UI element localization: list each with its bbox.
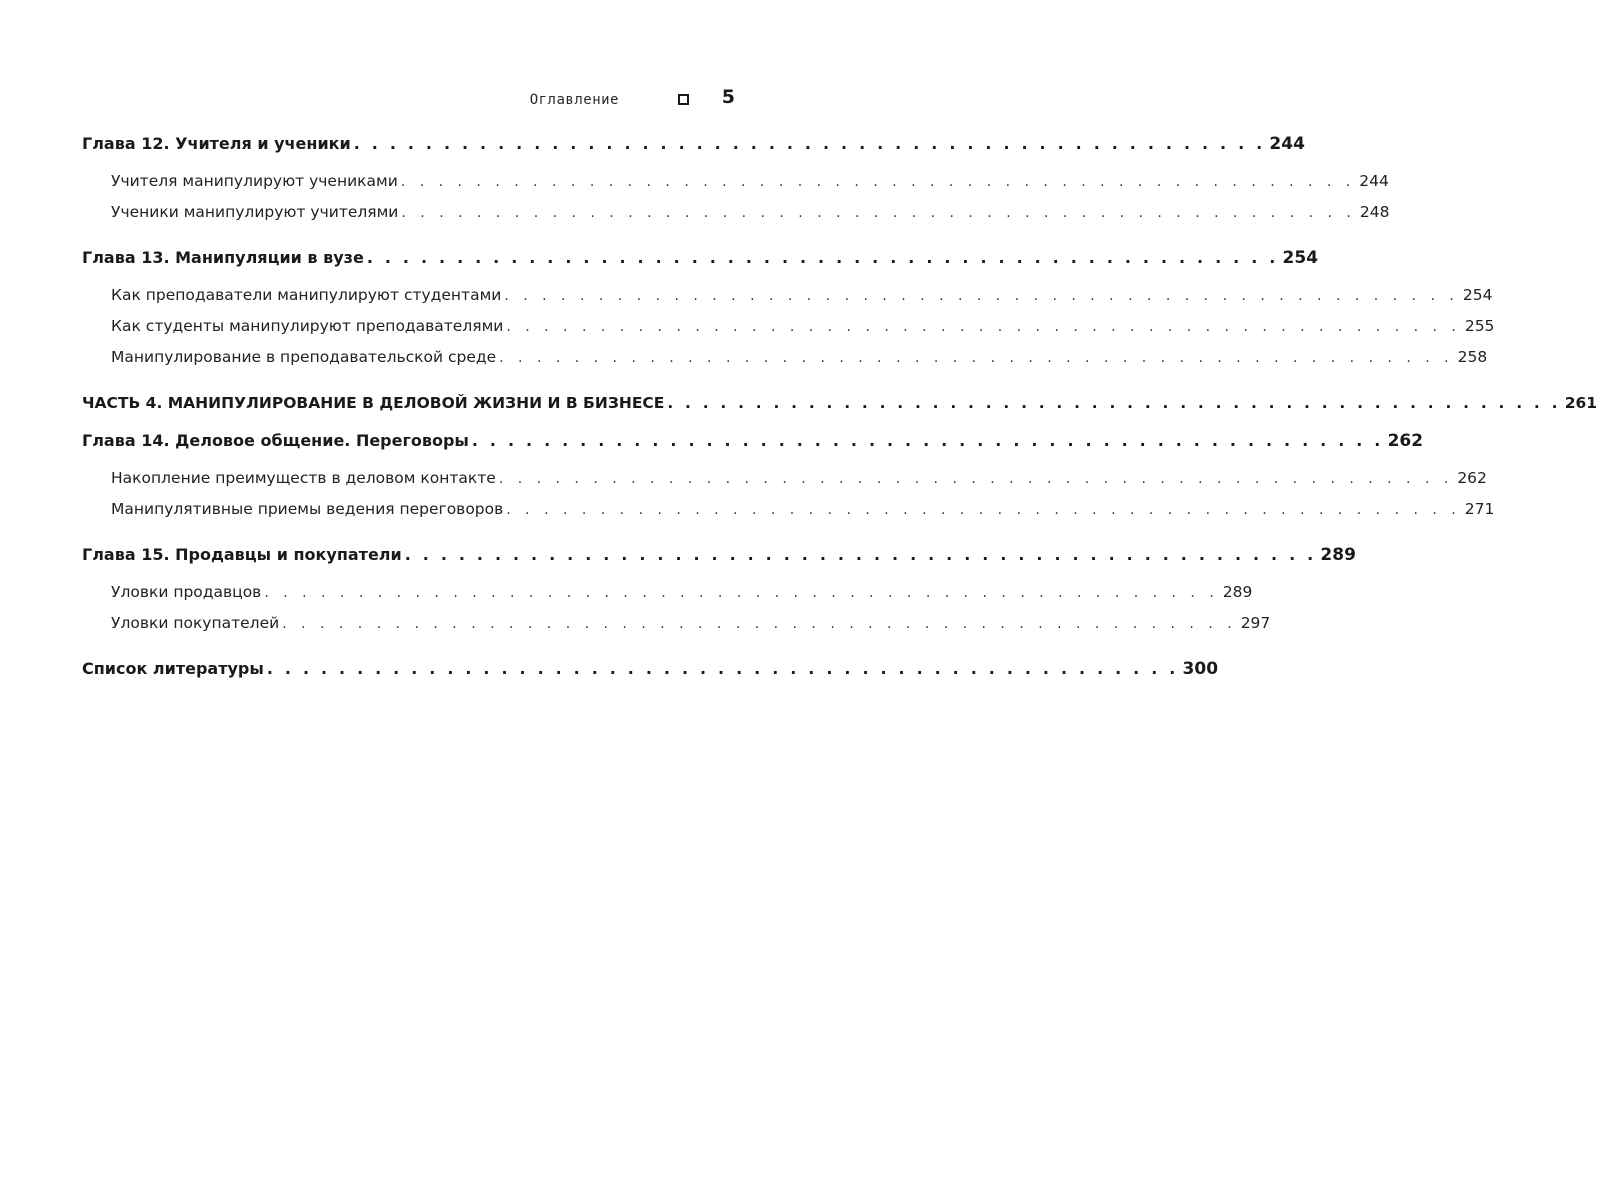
toc-chapter-15[interactable] [82,539,1356,571]
dot-leader: . . . . . . . . . . . . . . . . . . . . . . . . . . . . . . . . . . . . . . . . . . . . . . . . . . . [504,288,1459,304]
toc-entry-title: Уловки продавцов [111,583,262,601]
dot-leader: . . . . . . . . . . . . . . . . . . . . . . . . . . . . . . . . . . . . . . . . . . . . . . . . . . . [506,502,1461,518]
toc-entry-title: Список литературы [82,659,264,678]
dot-leader: . . . . . . . . . . . . . . . . . . . . . . . . . . . . . . . . . . . . . . . . . . . . . . . . . . . [471,431,1384,450]
toc-entry-title: Глава 13. Манипуляции в вузе [82,248,364,267]
toc-entry-title: Глава 15. Продавцы и покупатели [82,545,402,564]
dot-leader: . . . . . . . . . . . . . . . . . . . . . . . . . . . . . . . . . . . . . . . . . . . . . . . . . . . [264,585,1219,601]
toc-entry-title: Как преподаватели манипулируют студентами [111,286,502,304]
toc-entry-page: 258 [1457,348,1488,366]
toc-entry-page: 289 [1320,545,1356,565]
toc-entry-title: Накопление преимуществ в деловом контакте [111,469,496,487]
toc-entry-page: 254 [1282,248,1319,268]
table-of-contents [82,128,1597,685]
toc-entry-page: 271 [1464,500,1495,518]
toc-section[interactable] [82,608,1271,639]
toc-part-4[interactable] [82,387,1597,419]
toc-entry-page: 300 [1182,659,1219,679]
toc-section[interactable] [82,311,1495,342]
toc-entry-page: 262 [1457,469,1487,487]
toc-entry-title: Ученики манипулируют учителями [111,203,399,221]
checkbox-square-icon [678,94,689,105]
toc-entry-page: 289 [1222,583,1253,601]
toc-entry-page: 254 [1462,286,1493,304]
dot-leader: . . . . . . . . . . . . . . . . . . . . . . . . . . . . . . . . . . . . . . . . . . . . . . . . . . . [499,350,1454,366]
toc-section[interactable] [82,342,1488,373]
toc-chapter-13[interactable] [82,242,1319,274]
dot-leader: . . . . . . . . . . . . . . . . . . . . . . . . . . . . . . . . . . . . . . . . . . . . . . . . . . . [667,394,1561,412]
toc-section[interactable] [82,463,1487,494]
toc-entry-title: Глава 14. Деловое общение. Переговоры [82,431,469,450]
toc-entry-page: 261 [1564,394,1597,412]
dot-leader: . . . . . . . . . . . . . . . . . . . . . . . . . . . . . . . . . . . . . . . . . . . . . . . . . . . [401,205,1356,221]
toc-chapter-14[interactable] [82,425,1424,457]
toc-entry-title: Манипулятивные приемы ведения переговоров [111,500,504,518]
dot-leader: . . . . . . . . . . . . . . . . . . . . . . . . . . . . . . . . . . . . . . . . . . . . . . . . . . . [366,248,1279,267]
running-header-title: Оглавление [529,92,619,108]
toc-section[interactable] [82,166,1389,197]
dot-leader: . . . . . . . . . . . . . . . . . . . . . . . . . . . . . . . . . . . . . . . . . . . . . . . . . . . [498,471,1454,487]
dot-leader: . . . . . . . . . . . . . . . . . . . . . . . . . . . . . . . . . . . . . . . . . . . . . . . . . . . [404,545,1317,564]
dot-leader: . . . . . . . . . . . . . . . . . . . . . . . . . . . . . . . . . . . . . . . . . . . . . . . . . . . [506,319,1461,335]
toc-entry-page: 297 [1240,614,1271,632]
dot-leader: . . . . . . . . . . . . . . . . . . . . . . . . . . . . . . . . . . . . . . . . . . . . . . . . . . . [282,616,1237,632]
toc-section[interactable] [82,280,1493,311]
toc-section[interactable] [82,494,1495,525]
toc-bibliography[interactable] [82,653,1219,685]
dot-leader: . . . . . . . . . . . . . . . . . . . . . . . . . . . . . . . . . . . . . . . . . . . . . . . . . . . [400,174,1356,190]
toc-entry-page: 255 [1464,317,1495,335]
dot-leader: . . . . . . . . . . . . . . . . . . . . . . . . . . . . . . . . . . . . . . . . . . . . . . . . . . . [353,134,1266,153]
toc-entry-title: Уловки покупателей [111,614,280,632]
toc-section[interactable] [82,577,1253,608]
toc-section[interactable] [82,197,1390,228]
toc-entry-title: Глава 12. Учителя и ученики [82,134,351,153]
page-number: 5 [721,86,735,108]
toc-entry-page: 244 [1269,134,1305,154]
toc-entry-title: ЧАСТЬ 4. МАНИПУЛИРОВАНИЕ В ДЕЛОВОЙ ЖИЗНИ И В БИЗНЕСЕ [82,394,665,412]
toc-entry-title: Манипулирование в преподавательской среде [111,348,497,366]
running-header [82,86,735,114]
toc-chapter-12[interactable] [82,128,1305,160]
toc-entry-page: 244 [1359,172,1389,190]
dot-leader: . . . . . . . . . . . . . . . . . . . . . . . . . . . . . . . . . . . . . . . . . . . . . . . . . . . [266,659,1179,678]
toc-entry-page: 248 [1359,203,1390,221]
toc-entry-title: Как студенты манипулируют преподавателями [111,317,504,335]
toc-entry-title: Учителя манипулируют учениками [111,172,398,190]
toc-entry-page: 262 [1387,431,1424,451]
